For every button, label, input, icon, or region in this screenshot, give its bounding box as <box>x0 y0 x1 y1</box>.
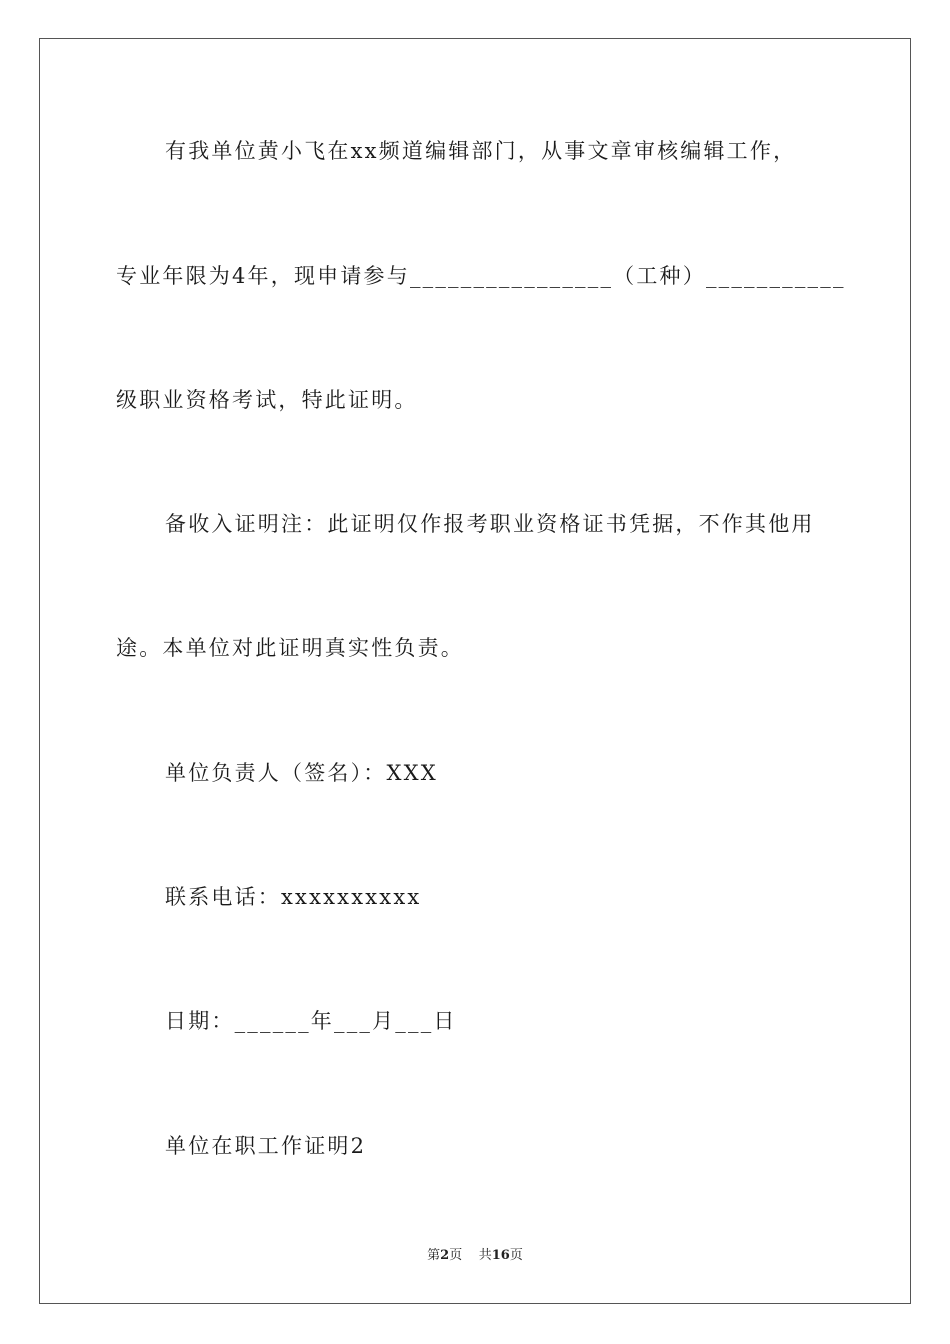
paragraph-line-4: 备收入证明注：此证明仅作报考职业资格证书凭据，不作其他用 <box>165 512 815 536</box>
total-suffix: 页 <box>509 1248 523 1263</box>
page-border <box>39 38 911 1304</box>
total-prefix: 共 <box>478 1248 492 1263</box>
page-suffix: 页 <box>449 1248 463 1263</box>
total-pages: 16 <box>491 1248 510 1263</box>
page-number: 2 <box>440 1248 450 1263</box>
phone-line: 联系电话：xxxxxxxxxx <box>165 885 422 909</box>
signatory-line: 单位负责人（签名）：XXX <box>165 761 438 785</box>
paragraph-line-1: 有我单位黄小飞在xx频道编辑部门，从事文章审核编辑工作， <box>165 139 797 163</box>
paragraph-line-2: 专业年限为4年，现申请参与________________（工种）___________ <box>116 264 846 288</box>
paragraph-line-3: 级职业资格考试，特此证明。 <box>116 388 418 412</box>
page-footer <box>0 1247 950 1265</box>
page-prefix: 第 <box>427 1248 441 1263</box>
section-heading: 单位在职工作证明2 <box>165 1134 367 1158</box>
paragraph-line-5: 途。本单位对此证明真实性负责。 <box>116 636 464 660</box>
date-line: 日期：______年___月___日 <box>165 1009 457 1033</box>
